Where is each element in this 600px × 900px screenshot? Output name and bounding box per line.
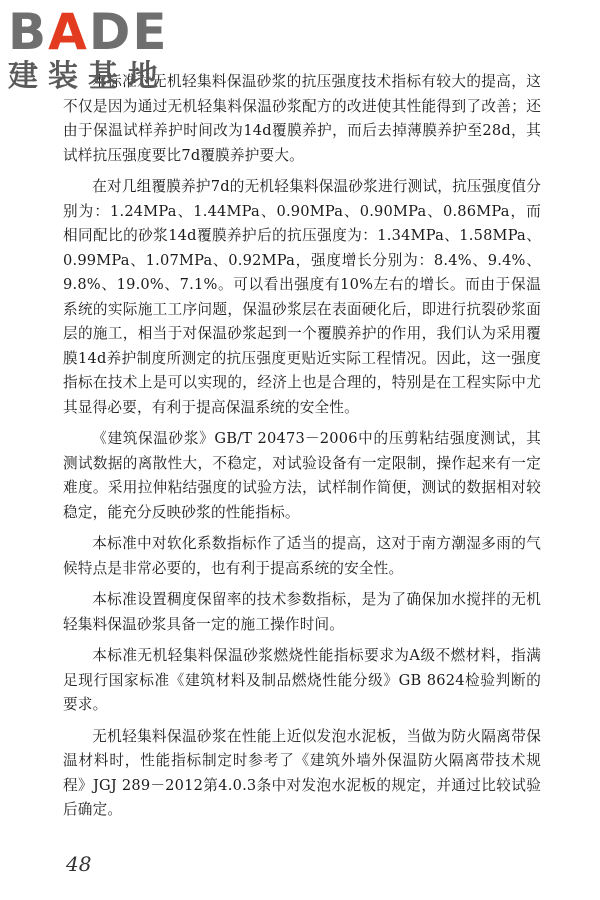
page-number: 48 <box>66 852 92 876</box>
paragraph-compressive-strength-test-results: 在对几组覆膜养护7d的无机轻集料保温砂浆进行测试，抗压强度值分别为：1.24MPa、1.44MPa、0.90MPa、0.90MPa、0.86MPa，而相同配比的砂浆14d覆膜养护后的抗压强度为：1.34MPa、1.58MPa、0.99MPa、1.07MPa、0.92MPa，强度增长分别为：8.4%、9.4%、9.8%、19.0%、7.1%。可以看出强度有10%左右的增长。而由于保温系统的实际施工工序问题，保温砂浆层在表面硬化后，即进行抗裂砂浆面层的施工，相当于对保温砂浆起到一个覆膜养护的作用，我们认为采用覆膜14d养护制度所测定的抗压强度更贴近实际工程情况。因此，这一强度指标在技术上是可以实现的，经济上也是合理的，特别是在工程实际中尤其显得必要，有利于提高保温系统的安全性。 <box>63 178 541 416</box>
watermark-brand-suffix: DE <box>88 3 169 61</box>
paragraph-fire-performance: 本标准无机轻集料保温砂浆燃烧性能指标要求为A级不燃材料，指满足现行国家标准《建筑材料及制品燃烧性能分级》GB 8624检验判断的要求。 <box>63 647 541 713</box>
paragraph-bond-strength: 《建筑保温砂浆》GB/T 20473－2006中的压剪粘结强度测试，其测试数据的离散性大，不稳定，对试验设备有一定限制，操作起来有一定难度。采用拉伸粘结强度的试验方法，试样制作简便，测试的数据相对较稳定，能充分反映砂浆的性能指标。 <box>63 430 541 521</box>
watermark-logo <box>8 3 169 94</box>
paragraph-fire-barrier: 无机轻集料保温砂浆在性能上近似发泡水泥板，当做为防火隔离带保温材料时，性能指标制定时参考了《建筑外墙外保温防火隔离带技术规程》JGJ 289－2012第4.0.3条中对发泡水泥板的规定，并通过比较试验后确定。 <box>63 727 541 818</box>
paragraph-compressive-strength-intro: 本标准对无机轻集料保温砂浆的抗压强度技术指标有较大的提高，这不仅是因为通过无机轻集料保温砂浆配方的改进使其性能得到了改善；还由于保温试样养护时间改为14d覆膜养护，而后去掉薄膜养护至28d，其试样抗压强度要比7d覆膜养护要大。 <box>63 73 541 164</box>
watermark-brand <box>8 3 169 61</box>
paragraph-consistency-retention: 本标准设置稠度保留率的技术参数指标，是为了确保加水搅拌的无机轻集料保温砂浆具备一定的施工操作时间。 <box>63 591 541 633</box>
watermark-brand-accent: A <box>48 3 89 61</box>
document-body <box>63 70 541 830</box>
watermark-brand-prefix: B <box>8 3 49 61</box>
paragraph-softening-coefficient: 本标准中对软化系数指标作了适当的提高，这对于南方潮湿多雨的气候特点是非常必要的，也有利于提高系统的安全性。 <box>63 535 541 577</box>
watermark-subtitle: 建装基地 <box>8 59 168 94</box>
